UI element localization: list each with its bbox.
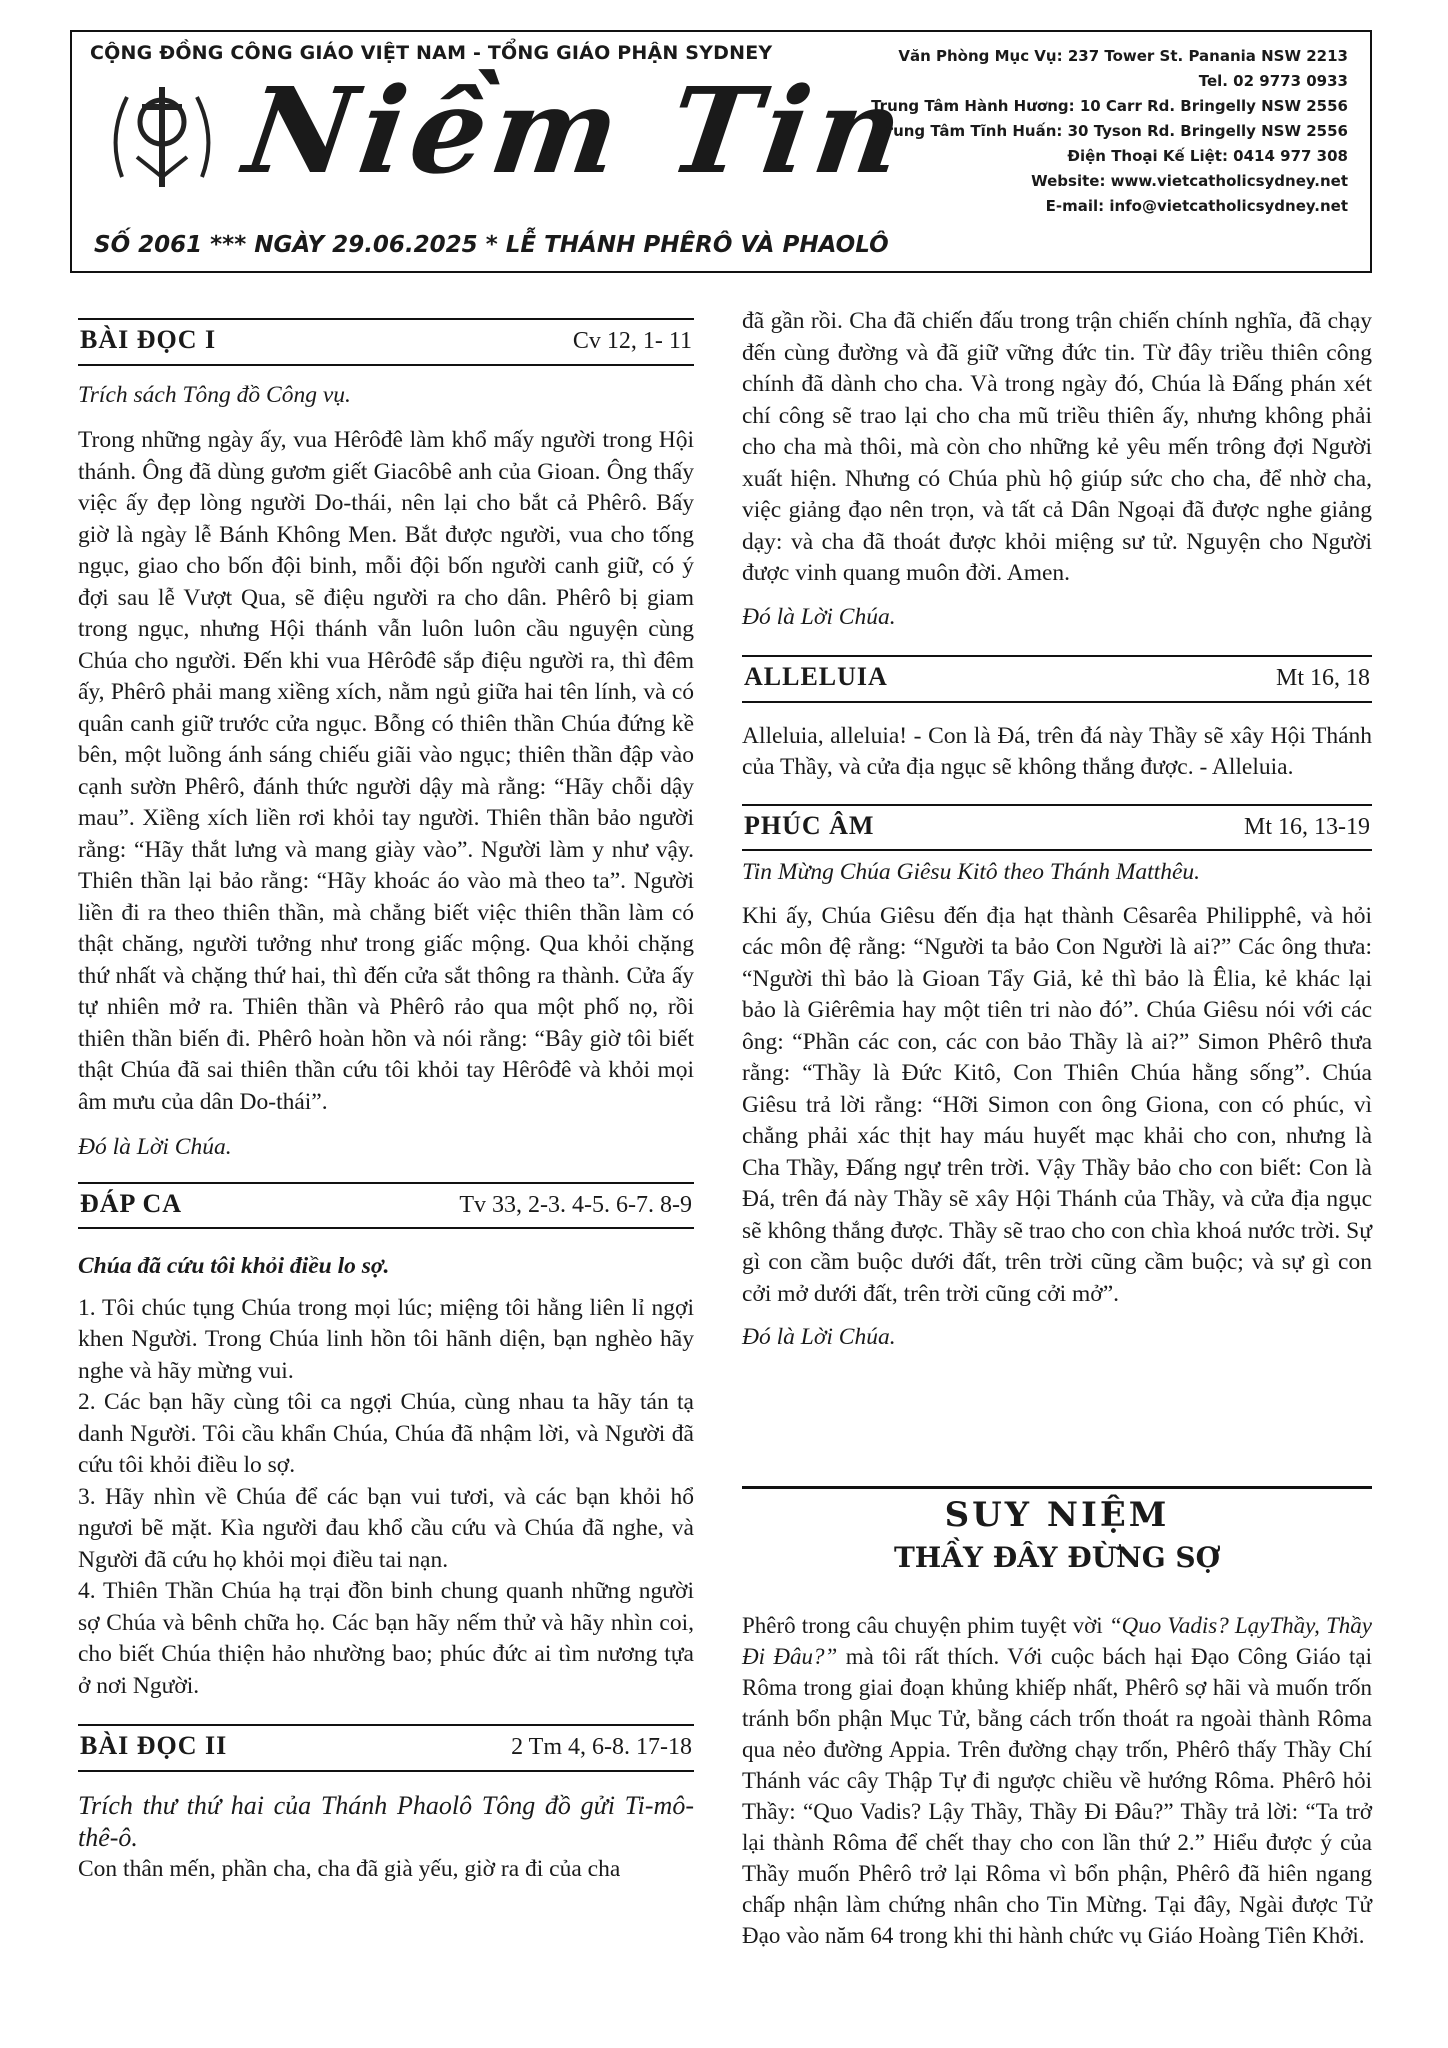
contact-line: Trung Tâm Tĩnh Huấn: 30 Tyson Rd. Bringelly NSW 2556 <box>877 122 1348 140</box>
psalm-title: ĐÁP CA <box>80 1188 183 1218</box>
psalm-header <box>78 1182 694 1230</box>
alleluia-title: ALLELUIA <box>744 662 888 691</box>
reading2-header <box>78 1724 694 1772</box>
alleluia-header <box>742 655 1372 703</box>
gospel-title: PHÚC ÂM <box>744 810 875 840</box>
psalm-verse: 4. Thiên Thần Chúa hạ trại đồn binh chung quanh những người sợ Chúa và bênh chữa họ. Các bạn hãy nếm thử và hãy nhìn coi, cho biết Chúa thiện hảo nhường bao; phúc đức ai tìm nương tựa ở nơi Người. <box>78 1578 694 1699</box>
psalm-ref: Tv 33, 2-3. 4-5. 6-7. 8-9 <box>459 1191 692 1218</box>
masthead-title: Niềm Tin <box>237 61 917 200</box>
issue-line: SỐ 2061 *** NGÀY 29.06.2025 * LỄ THÁNH PHÊRÔ VÀ PHAOLÔ <box>94 232 889 258</box>
psalm-verse: 2. Các bạn hãy cùng tôi ca ngợi Chúa, cùng nhau ta hãy tán tạ danh Người. Tôi cầu khẩn Chúa, Chúa đã nhậm lời, và Người đã cứu tôi khỏi điều lo sợ. <box>78 1389 694 1478</box>
contact-block <box>871 44 1348 219</box>
reading1-header <box>78 318 694 366</box>
reflection-subheading: THẦY ĐÂY ĐỪNG SỢ <box>893 1541 1221 1574</box>
gospel-intro: Tin Mừng Chúa Giêsu Kitô theo Thánh Matthêu. <box>742 859 1201 885</box>
reflection-body <box>742 1610 1372 1951</box>
gospel-header <box>742 804 1372 852</box>
masthead <box>70 30 1372 273</box>
masthead-org: CỘNG ĐỒNG CÔNG GIÁO VIỆT NAM - TỔNG GIÁO PHẬN SYDNEY <box>90 42 773 64</box>
contact-line: Điện Thoại Kế Liệt: 0414 977 308 <box>1067 147 1348 165</box>
gospel-body: Khi ấy, Chúa Giêsu đến địa hạt thành Cêsarêa Philipphê, và hỏi các môn đệ rằng: “Người ta bảo Con Người là ai?” Các ông thưa: “Người thì bảo là Gioan Tẩy Giả, kẻ thì bảo là Êlia, kẻ khác lại bảo là Giêrêmia hay một tiên tri nào đó”. Chúa Giêsu nói với các ông: “Phần các con, các con bảo Thầy là ai?” Simon Phêrô thưa rằng: “Thầy là Đức Kitô, Con Thiên Chúa hằng sống”. Chúa Giêsu trả lời rằng: “Hỡi Simon con ông Giona, con có phúc, vì chẳng phải xác thịt hay máu huyết mạc khải cho con, nhưng là Cha Thầy, Đấng ngự trên trời. Vậy Thầy bảo cho con biết: Con là Đá, trên đá này Thầy sẽ xây Hội Thánh của Thầy, và cửa địa ngục sẽ không thắng được. Thầy sẽ trao cho con chìa khoá nước trời. Sự gì con cầm buộc dưới đất, trên trời cũng cầm buộc; và sự gì con cởi mở dưới đất, trên trời cũng cởi mở”. <box>742 902 1372 1307</box>
reading1-title: BÀI ĐỌC I <box>80 325 217 354</box>
alleluia-ref: Mt 16, 18 <box>1275 665 1370 691</box>
contact-line: Văn Phòng Mục Vụ: 237 Tower St. Panania NSW 2213 <box>898 47 1348 65</box>
reflection-heading: SUY NIỆM <box>944 1495 1170 1535</box>
reading1-body: Trong những ngày ấy, vua Hêrôđê làm khổ mấy người trong Hội thánh. Ông đã dùng gươm giết Giacôbê anh của Gioan. Ông thấy việc ấy đẹp lòng người Do-thái, nên lại cho bắt cả Phêrô. Bấy giờ là ngày lễ Bánh Không Men. Bắt được người, vua cho tống ngục, giao cho bốn đội binh, mỗi đội bốn người canh giữ, có ý đợi sau lễ Vượt Qua, sẽ điệu người ra cho dân. Phêrô bị giam trong ngục, nhưng Hội thánh vẫn luôn luôn cầu nguyện cùng Chúa cho người. Đến khi vua Hêrôđê sắp điệu người ra, thì đêm ấy, Phêrô phải mang xiềng xích, nằm ngủ giữa hai tên lính, và có quân canh giữ trước cửa ngục. Bỗng có thiên thần Chúa đứng kề bên, một luồng ánh sáng chiếu giãi vào ngục; thiên thần đập vào cạnh sườn Phêrô, đánh thức người dậy mà rằng: “Hãy chỗi dậy mau”. Xiềng xích liền rơi khỏi tay người. Thiên thần bảo người rằng: “Hãy thắt lưng và mang giày vào”. Người làm y như vậy. Thiên thần lại bảo rằng: “Hãy khoác áo vào mà theo ta”. Người liền đi ra theo thiên thần, mà chẳng biết việc thiên thần làm có thật chăng, người tưởng như trong giấc mộng. Qua khỏi chặng thứ nhất và chặng thứ hai, thì đến cửa sắt thông ra thành. Cửa ấy tự nhiên mở ra. Thiên thần và Phêrô rảo qua một phố nọ, rồi thiên thần biến đi. Phêrô hoàn hồn và nói rằng: “Bây giờ tôi biết thật Chúa đã sai thiên thần cứu tôi khỏi tay Hêrôđê và khỏi mọi âm mưu của dân Do-thái”. <box>78 427 694 1115</box>
reflection-body-block <box>742 1610 1372 1951</box>
website-link[interactable]: Website: www.vietcatholicsydney.net <box>1031 172 1348 190</box>
cross-logo-icon <box>102 77 222 197</box>
reading2-intro: Trích thư thứ hai của Thánh Phaolô Tông đồ gửi Ti-mô-thê-ô. <box>78 1790 694 1852</box>
reading1-ref: Cv 12, 1- 11 <box>572 328 692 354</box>
reflection-section <box>742 1486 1372 1574</box>
reading2-body-cont: đã gần rồi. Cha đã chiến đấu trong trận chiến chính nghĩa, đã chạy đến cùng đường và đã giữ vững đức tin. Từ đây triều thiên công chính đã dành cho cha. Và trong ngày đó, Chúa là Đấng phán xét chí công sẽ trao lại cho cha mũ triều thiên ấy, nhưng không phải cho cha mà thôi, mà còn cho những kẻ yêu mến trông đợi Người xuất hiện. Nhưng có Chúa phù hộ giúp sức cho cha, để nhờ cha, việc giảng đạo nên trọn, và tất cả Dân Ngoại đã được nghe giảng dạy: và cha đã thoát được khỏi miệng sư tử. Nguyện cho Người được vinh quang muôn đời. Amen. <box>742 308 1372 586</box>
contact-line: Tel. 02 9773 0933 <box>1198 72 1348 90</box>
reflection-lead: Phêrô trong câu chuyện phim tuyệt vời <box>742 1613 1103 1638</box>
gospel-ref: Mt 16, 13-19 <box>1244 813 1370 840</box>
reading2-closing: Đó là Lời Chúa. <box>742 603 896 630</box>
contact-line: Trung Tâm Hành Hương: 10 Carr Rd. Bringelly NSW 2556 <box>871 97 1348 115</box>
right-column <box>742 306 1372 1354</box>
reflection-quote: “Quo Vadis? LạyThầy, Thầy Đi Đâu?” <box>742 1613 1372 1669</box>
reading1-intro: Trích sách Tông đồ Công vụ. <box>78 381 351 408</box>
left-column <box>78 318 694 1885</box>
reading2-ref: 2 Tm 4, 6-8. 17-18 <box>511 1734 692 1760</box>
gospel-closing: Đó là Lời Chúa. <box>742 1324 896 1350</box>
reading1-closing: Đó là Lời Chúa. <box>78 1134 232 1160</box>
psalm-verse: 3. Hãy nhìn về Chúa để các bạn vui tươi, và các bạn khỏi hổ ngươi bẽ mặt. Kìa người đau khổ cầu cứu và Chúa đã nghe, và Người đã cứu họ khỏi mọi điều tai nạn. <box>78 1483 694 1573</box>
reading2-title: BÀI ĐỌC II <box>80 1731 228 1760</box>
email-link[interactable]: E-mail: info@vietcatholicsydney.net <box>1045 197 1348 215</box>
psalm-response: Chúa đã cứu tôi khỏi điều lo sợ. <box>78 1253 390 1279</box>
psalm-verse: 1. Tôi chúc tụng Chúa trong mọi lúc; miệng tôi hằng liên lỉ ngợi khen Người. Trong Chúa linh hồn tôi hãnh diện, bạn nghèo hãy nghe và hãy mừng vui. <box>78 1294 694 1384</box>
alleluia-body: Alleluia, alleluia! - Con là Đá, trên đá này Thầy sẽ xây Hội Thánh của Thầy, và cửa địa ngục sẽ không thắng được. - Alleluia. <box>742 722 1372 780</box>
reflection-text: mà tôi rất thích. Với cuộc bách hại Đạo Công Giáo tại Rôma trong giai đoạn khủng khiếp nhất, Phêrô sợ hãi và muốn trốn tránh bổn phận Mục Tử, bằng cách trốn thoát ra ngoài thành Rôma qua nẻo đường Appia. Trên đường chạy trốn, Phêrô thấy Thầy Chí Thánh vác cây Thập Tự đi ngược chiều về hướng Rôma. Phêrô hỏi Thầy: “Quo Vadis? Lậy Thầy, Thầy Đi Đâu?” Thầy trả lời: “Ta trở lại thành Rôma để chết thay cho con lần thứ 2.” Hiểu được ý của Thầy muốn Phêrô trở lại Rôma vì bổn phận, Phêrô đã hiên ngang chấp nhận làm chứng nhân cho Tin Mừng. Tại đây, Ngài được Tử Đạo vào năm 64 trong khi thi hành chức vụ Giáo Hoàng Tiên Khởi. <box>742 1644 1373 1948</box>
reading2-body-start: Con thân mến, phần cha, cha đã già yếu, giờ ra đi của cha <box>78 1855 621 1882</box>
